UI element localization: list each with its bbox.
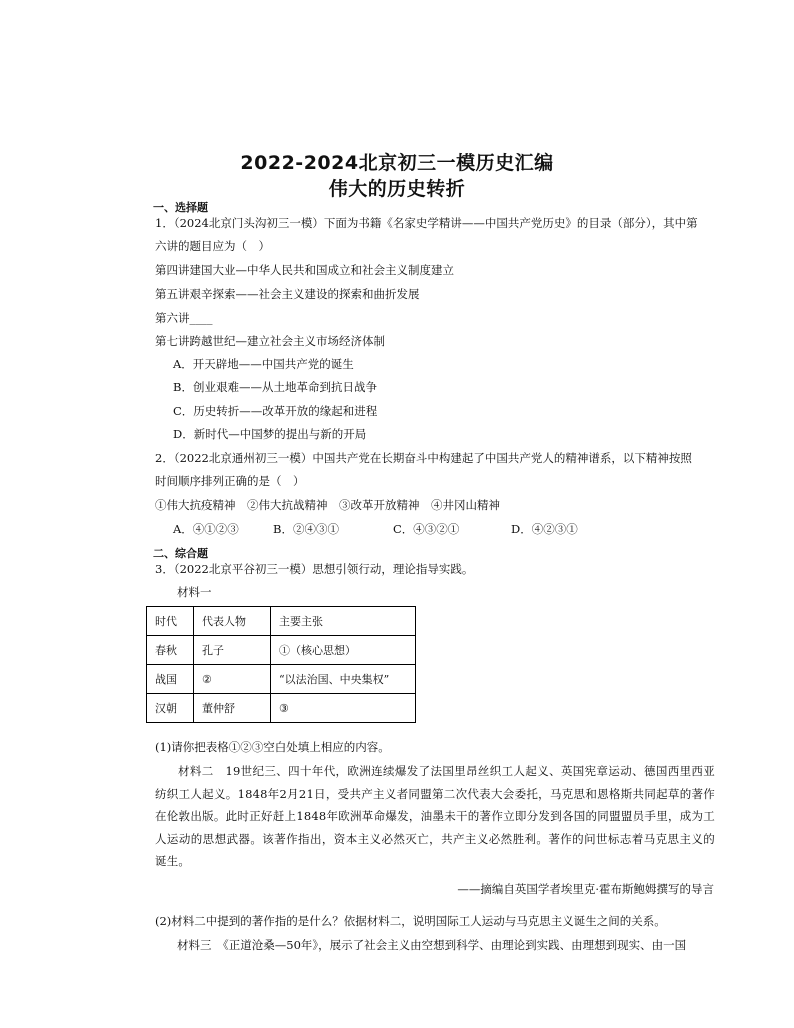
q1-option-c[interactable]: C．历史转折——改革开放的缘起和进程 [173, 404, 378, 418]
q3-sub1: (1)请你把表格①②③空白处填上相应的内容。 [155, 740, 390, 754]
table-cell: ③ [271, 694, 416, 723]
q1-toc-item: 第四讲建国大业—中华人民共和国成立和社会主义制度建立 [155, 263, 454, 277]
q1-option-a[interactable]: A．开天辟地——中国共产党的诞生 [173, 357, 354, 371]
table-row [147, 694, 416, 723]
q2-option-c[interactable]: C．④③②① [393, 522, 460, 536]
table-cell: 董仲舒 [194, 694, 271, 723]
q2-items: ①伟大抗疫精神 ②伟大抗战精神 ③改革开放精神 ④井冈山精神 [155, 498, 500, 512]
table-cell: 战国 [147, 665, 194, 694]
document-subtitle: 伟大的历史转折 [328, 178, 466, 200]
table-cell: ② [194, 665, 271, 694]
q1-stem-line2: 六讲的题目应为（ ） [155, 239, 270, 253]
table-row [147, 665, 416, 694]
q2-stem-line1: 2．（2022北京通州初三一模）中国共产党在长期奋斗中构建起了中国共产党人的精神谱系，以下精神按照 [155, 451, 692, 465]
material2-paragraph: 材料二 19世纪三、四十年代，欧洲连续爆发了法国里昂丝织工人起义、英国宪章运动、德国西里西亚纺织工人起义。1848年2月21日，受共产主义者同盟第二次代表大会委托，马克思和恩格斯共同起草的著作在伦敦出版。此时正好赶上1848年欧洲革命爆发，油墨未干的著作立即分发到各国的同盟盟员手里，成为工人运动的思想武器。该著作指出，资本主义必然灭亡，共产主义必然胜利。著作的问世标志着马克思主义的诞生。 [155, 764, 715, 868]
table-cell: 汉朝 [147, 694, 194, 723]
q2-stem-line2: 时间顺序排列正确的是（ ） [155, 474, 305, 488]
section-heading-choice: 一、选择题 [153, 201, 208, 214]
q3-stem: 3．（2022北京平谷初三一模）思想引领行动，理论指导实践。 [155, 562, 474, 576]
q2-option-b[interactable]: B．②④③① [273, 522, 339, 536]
q2-option-d[interactable]: D．④②③① [511, 522, 578, 536]
q2-option-a[interactable]: A．④①②③ [173, 522, 239, 536]
table-cell: 春秋 [147, 636, 194, 665]
table-cell: 孔子 [194, 636, 271, 665]
table-header-cell: 时代 [147, 607, 194, 636]
table-header-row [147, 607, 416, 636]
table-cell: ①（核心思想） [271, 636, 416, 665]
q1-toc-item: 第七讲跨越世纪—建立社会主义市场经济体制 [155, 334, 385, 348]
table-header-cell: 代表人物 [194, 607, 271, 636]
q1-option-d[interactable]: D．新时代—中国梦的提出与新的开局 [173, 427, 367, 441]
q1-stem-line1: 1．（2024北京门头沟初三一模）下面为书籍《名家史学精讲——中国共产党历史》的目录（部分），其中第 [155, 216, 698, 230]
material1-label: 材料一 [177, 585, 212, 599]
table-header-cell: 主要主张 [271, 607, 416, 636]
material3-line: 材料三 《正道沧桑—50年》，展示了社会主义由空想到科学、由理论到实践、由理想到现实、由一国 [177, 938, 687, 952]
section-heading-comprehensive: 二、综合题 [153, 547, 208, 560]
q3-sub2: (2)材料二中提到的著作指的是什么？依据材料二，说明国际工人运动与马克思主义诞生之间的关系。 [155, 914, 666, 928]
table-cell: “以法治国、中央集权” [271, 665, 416, 694]
table-row [147, 636, 416, 665]
document-title: 2022-2024北京初三一模历史汇编 [240, 152, 554, 174]
q1-option-b[interactable]: B．创业艰难——从土地革命到抗日战争 [173, 380, 377, 394]
q1-toc-item: 第五讲艰辛探索——社会主义建设的探索和曲折发展 [155, 287, 420, 301]
material1-table [146, 606, 416, 723]
q1-toc-item: 第六讲____ [155, 311, 213, 325]
material2-source: ——摘编自英国学者埃里克·霍布斯鲍姆撰写的导言 [457, 882, 714, 896]
